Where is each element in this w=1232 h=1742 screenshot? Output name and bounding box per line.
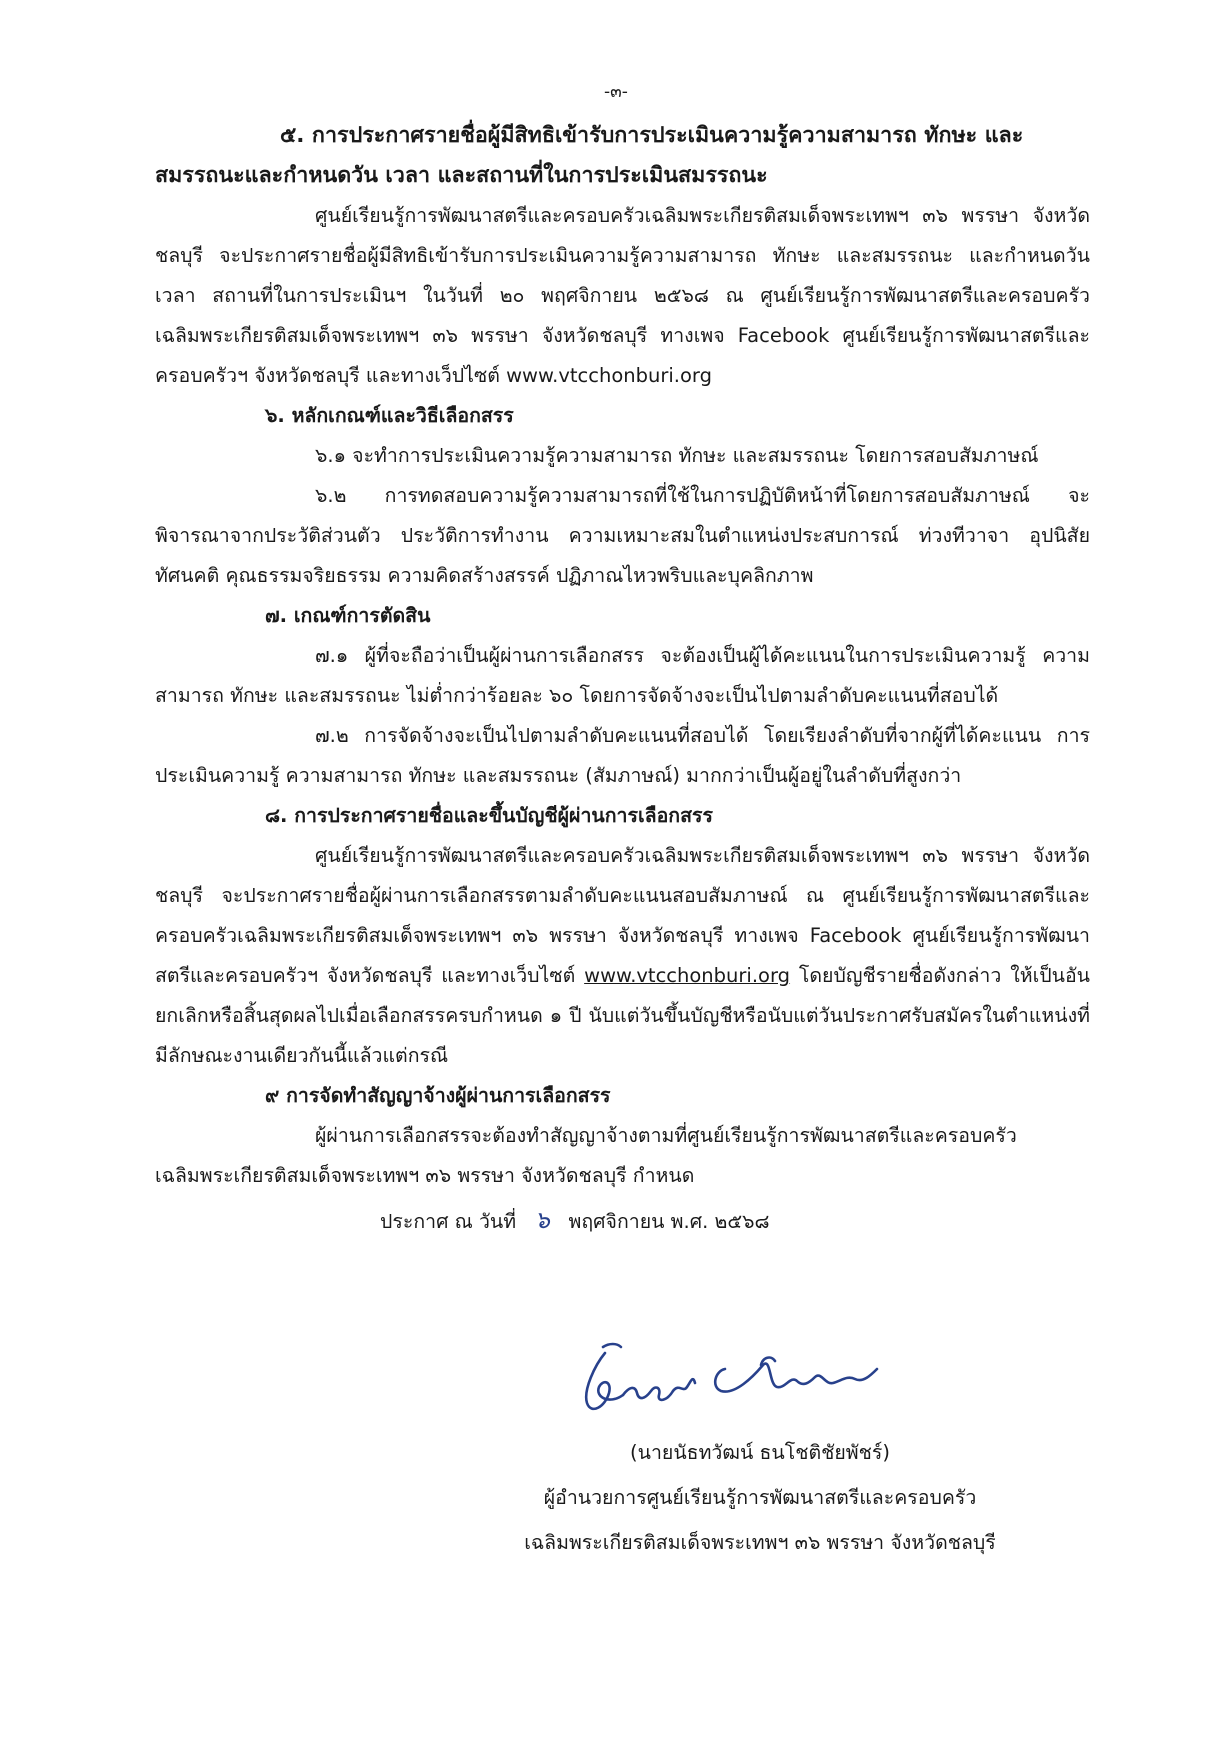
section-7-item-2: ๗.๒ การจัดจ้างจะเป็นไปตามลำดับคะแนนที่สอบได้ โดยเรียงลำดับที่จากผู้ที่ได้คะแนน การประเมินความรู้ ความสามารถ ทักษะ และสมรรถนะ (สัมภาษณ์) มากกว่าเป็นผู้อยู่ในลำดับที่สูงกว่า	[155, 724, 1090, 787]
section-6-heading: ๖. หลักเกณฑ์และวิธีเลือกสรร	[265, 404, 514, 427]
section-8-body	[155, 836, 1090, 1076]
page-number: -๓-	[604, 82, 628, 102]
section-9-heading: ๙ การจัดทำสัญญาจ้างผู้ผ่านการเลือกสรร	[265, 1084, 611, 1107]
section-6-item-1: ๖.๑ จะทำการประเมินความรู้ความสามารถ ทักษะ และสมรรถนะ โดยการสอบสัมภาษณ์	[315, 444, 1039, 467]
announcement-date	[155, 1200, 1090, 1242]
announcement-suffix: พฤศจิกายน พ.ศ. ๒๕๖๘	[568, 1210, 770, 1233]
section-8-body-part-2: โดยบัญชีรายชื่อดังกล่าว ให้เป็นอันยกเลิกหรือสิ้นสุดผลไปเมื่อเลือกสรรครบกำหนด ๑ ปี นับแต่วันขึ้นบัญชีหรือนับแต่วันประกาศรับสมัครในตำแหน่งที่มีลักษณะงานเดียวกันนี้แล้วแต่กรณี	[155, 964, 1090, 1067]
website-link[interactable]: www.vtcchonburi.org	[584, 964, 791, 987]
section-7-item-1: ๗.๑ ผู้ที่จะถือว่าเป็นผู้ผ่านการเลือกสรร จะต้องเป็นผู้ได้คะแนนในการประเมินความรู้ ความสามารถ ทักษะ และสมรรถนะ ไม่ต่ำกว่าร้อยละ ๖๐ โดยการจัดจ้างจะเป็นไปตามลำดับคะแนนที่สอบได้	[155, 644, 1090, 707]
signature-image	[565, 1335, 895, 1425]
section-8-body-part-1: ศูนย์เรียนรู้การพัฒนาสตรีและครอบครัวเฉลิมพระเกียรติสมเด็จพระเทพฯ ๓๖ พรรษา จังหวัดชลบุรี จะประกาศรายชื่อผู้ผ่านการเลือกสรรตามลำดับคะแนนสอบสัมภาษณ์ ณ ศูนย์เรียนรู้การพัฒนาสตรีและครอบครัวเฉลิมพระเกียรติสมเด็จพระเทพฯ ๓๖ พรรษา จังหวัดชลบุรี ทางเพจ Facebook ศูนย์เรียนรู้การพัฒนาสตรีและครอบครัวฯ จังหวัดชลบุรี และทางเว็บไซต์	[155, 844, 1090, 987]
announcement-prefix: ประกาศ ณ วันที่	[380, 1210, 517, 1233]
signatory-block	[430, 1430, 1090, 1565]
signatory-name: (นายนัธทวัฒน์ ธนโชติชัยพัชร์)	[630, 1441, 890, 1464]
section-6-item-2: ๖.๒ การทดสอบความรู้ความสามารถที่ใช้ในการปฏิบัติหน้าที่โดยการสอบสัมภาษณ์ จะพิจารณาจากประวัติส่วนตัว ประวัติการทำงาน ความเหมาะสมในตำแหน่งประสบการณ์ ท่วงทีวาจา อุปนิสัย ทัศนคติ คุณธรรมจริยธรรม ความคิดสร้างสรรค์ ปฏิภาณไหวพริบและบุคลิกภาพ	[155, 484, 1090, 587]
section-5-body: ศูนย์เรียนรู้การพัฒนาสตรีและครอบครัวเฉลิมพระเกียรติสมเด็จพระเทพฯ ๓๖ พรรษา จังหวัดชลบุรี จะประกาศรายชื่อผู้มีสิทธิเข้ารับการประเมินความรู้ความสามารถ ทักษะ และสมรรถนะ และกำหนดวัน เวลา สถานที่ในการประเมินฯ ในวันที่ ๒๐ พฤศจิกายน ๒๕๖๘ ณ ศูนย์เรียนรู้การพัฒนาสตรีและครอบครัวเฉลิมพระเกียรติสมเด็จพระเทพฯ ๓๖ พรรษา จังหวัดชลบุรี ทางเพจ Facebook ศูนย์เรียนรู้การพัฒนาสตรีและครอบครัวฯ จังหวัดชลบุรี และทางเว็ปไซต์ www.vtcchonburi.org	[155, 204, 1090, 387]
signatory-title-line-2: เฉลิมพระเกียรติสมเด็จพระเทพฯ ๓๖ พรรษา จังหวัดชลบุรี	[524, 1531, 996, 1554]
section-9-body: ผู้ผ่านการเลือกสรรจะต้องทำสัญญาจ้างตามที่ศูนย์เรียนรู้การพัฒนาสตรีและครอบครัว เฉลิมพระเกียรติสมเด็จพระเทพฯ ๓๖ พรรษา จังหวัดชลบุรี กำหนด	[155, 1124, 1017, 1187]
section-5-heading-line-2: สมรรถนะและกำหนดวัน เวลา และสถานที่ในการประเมินสมรรถนะ	[155, 163, 768, 188]
announcement-day: ๖	[534, 1206, 550, 1234]
document-body	[155, 116, 1090, 1242]
signatory-title-line-1: ผู้อำนวยการศูนย์เรียนรู้การพัฒนาสตรีและครอบครัว	[543, 1486, 977, 1509]
section-5-heading-line-1: ๕. การประกาศรายชื่อผู้มีสิทธิเข้ารับการประเมินความรู้ความสามารถ ทักษะ และ	[280, 123, 1024, 148]
section-8-heading: ๘. การประกาศรายชื่อและขึ้นบัญชีผู้ผ่านการเลือกสรร	[265, 804, 713, 827]
section-7-heading: ๗. เกณฑ์การตัดสิน	[265, 604, 431, 627]
